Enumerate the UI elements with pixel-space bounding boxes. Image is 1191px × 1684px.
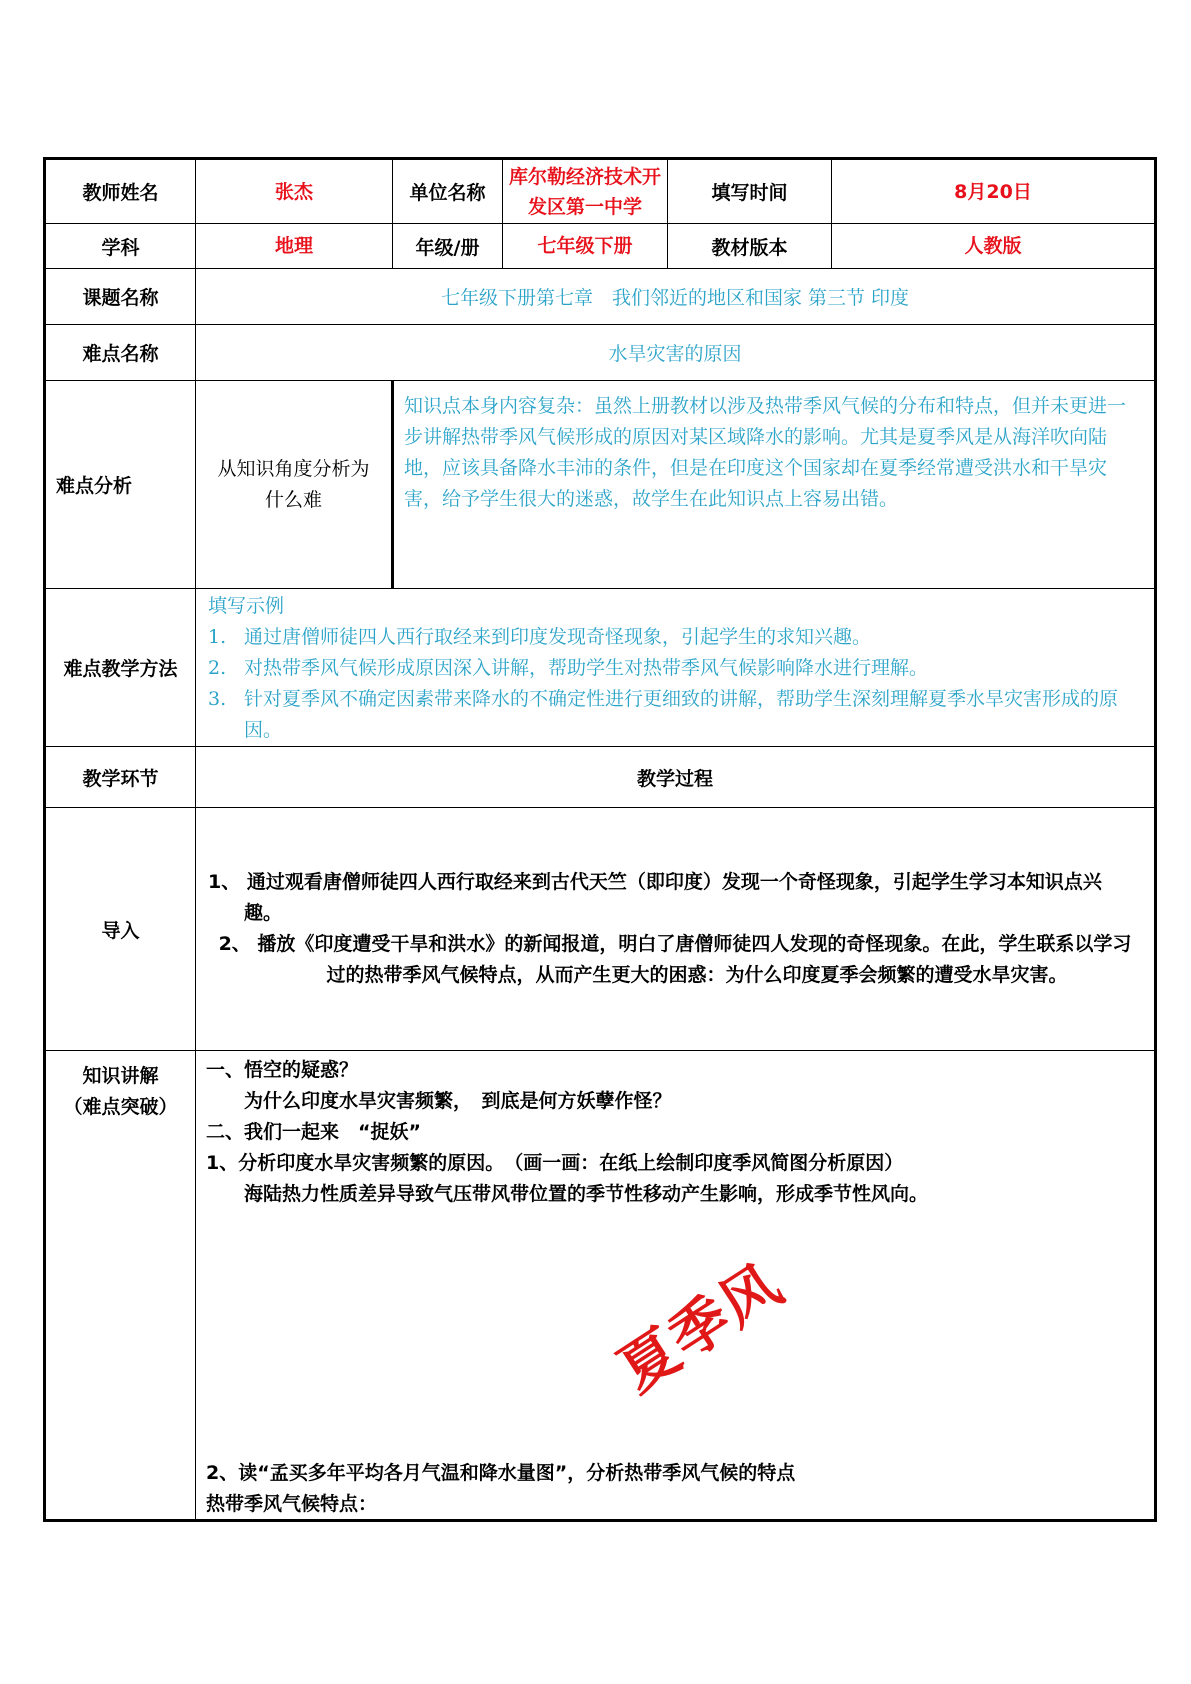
method-item-text: 针对夏季风不确定因素带来降水的不确定性进行更细致的讲解，帮助学生深刻理解夏季水旱灾害形成的原因。 bbox=[244, 688, 1119, 741]
difficulty-value: 水旱灾害的原因 bbox=[196, 325, 1156, 381]
intro-label: 导入 bbox=[45, 808, 196, 1051]
analysis-text: 知识点本身内容复杂：虽然上册教材以涉及热带季风气候的分布和特点，但并未更进一步讲解热带季风气候形成的原因对某区域降水的影响。尤其是夏季风是从海洋吹向陆地，应该具备降水丰沛的条件，但是在印度这个国家却在夏季经常遭受洪水和干旱灾害，给予学生很大的迷惑，故学生在此知识点上容易出错。 bbox=[393, 381, 1156, 589]
analysis-sub-label-line1: 从知识角度分析为 bbox=[217, 457, 370, 480]
subject-value: 地理 bbox=[196, 224, 393, 269]
knowledge-label-line1: 知识讲解 bbox=[82, 1065, 159, 1087]
knowledge-line: 2、读“孟买多年平均各月气温和降水量图”，分析热带季风气候的特点 bbox=[206, 1462, 796, 1484]
knowledge-line: 为什么印度水旱灾害频繁， 到底是何方妖孽作怪？ bbox=[206, 1090, 672, 1112]
unit-name-value bbox=[503, 159, 668, 224]
lesson-plan-page bbox=[43, 157, 1154, 1522]
difficulty-label: 难点名称 bbox=[45, 325, 196, 381]
knowledge-line: 二、我们一起来 “捉妖” bbox=[206, 1121, 421, 1143]
fill-time-value: 8月20日 bbox=[832, 159, 1156, 224]
method-item-text: 对热带季风气候形成原因深入讲解，帮助学生对热带季风气候影响降水进行理解。 bbox=[244, 657, 929, 679]
unit-name-line1: 库尔勒经济技术开 bbox=[509, 165, 662, 188]
knowledge-line: 海陆热力性质差异导致气压带风带位置的季节性移动产生影响，形成季节性风向。 bbox=[206, 1183, 929, 1205]
intro-paragraph-2: 2、 播放《印度遭受干旱和洪水》的新闻报道，明白了唐僧师徒四人发现的奇怪现象。在此，学生联系以学习过的热带季风气候特点，从而产生更大的困惑：为什么印度夏季会频繁的遭受水旱灾害。 bbox=[218, 933, 1132, 986]
method-item bbox=[208, 622, 1142, 653]
unit-name-line2: 发区第一中学 bbox=[528, 195, 643, 218]
subject-label: 学科 bbox=[45, 224, 196, 269]
grade-value: 七年级下册 bbox=[503, 224, 668, 269]
knowledge-line: 热带季风气候特点： bbox=[206, 1493, 378, 1515]
analysis-sub-label-line2: 什么难 bbox=[265, 488, 323, 511]
knowledge-label bbox=[45, 1051, 196, 1521]
unit-name-label: 单位名称 bbox=[393, 159, 503, 224]
knowledge-label-line2: （难点突破） bbox=[63, 1096, 178, 1118]
edition-label: 教材版本 bbox=[668, 224, 832, 269]
teaching-process-label: 教学过程 bbox=[196, 747, 1156, 808]
method-content bbox=[196, 589, 1156, 747]
knowledge-line: 1、分析印度水旱灾害频繁的原因。 （画一画：在纸上绘制印度季风简图分析原因） bbox=[206, 1152, 904, 1174]
method-example-title: 填写示例 bbox=[208, 595, 285, 617]
grade-label: 年级/册 bbox=[393, 224, 503, 269]
teacher-name-value: 张杰 bbox=[196, 159, 393, 224]
topic-value: 七年级下册第七章 我们邻近的地区和国家 第三节 印度 bbox=[196, 269, 1156, 325]
method-item-number: 2. bbox=[208, 657, 227, 679]
method-item-number: 3. bbox=[208, 688, 227, 710]
method-label: 难点教学方法 bbox=[45, 589, 196, 747]
teaching-step-label: 教学环节 bbox=[45, 747, 196, 808]
knowledge-content bbox=[196, 1051, 1156, 1521]
analysis-sub-label bbox=[196, 381, 393, 589]
topic-label: 课题名称 bbox=[45, 269, 196, 325]
method-item-number: 1. bbox=[208, 626, 227, 648]
analysis-label: 难点分析 bbox=[45, 381, 196, 589]
lesson-plan-table bbox=[43, 157, 1157, 1522]
edition-value: 人教版 bbox=[832, 224, 1156, 269]
method-item-text: 通过唐僧师徒四人西行取经来到印度发现奇怪现象，引起学生的求知兴趣。 bbox=[244, 626, 872, 648]
fill-time-label: 填写时间 bbox=[668, 159, 832, 224]
intro-paragraph-1: 1、 通过观看唐僧师徒四人西行取经来到古代天竺（即印度）发现一个奇怪现象，引起学生学习本知识点兴趣。 bbox=[208, 871, 1102, 924]
summer-monsoon-stamp: 夏季风 bbox=[606, 1249, 795, 1405]
teacher-name-label: 教师姓名 bbox=[45, 159, 196, 224]
method-item bbox=[208, 684, 1142, 746]
intro-content bbox=[196, 808, 1156, 1051]
knowledge-line: 一、悟空的疑惑？ bbox=[206, 1059, 359, 1081]
method-item bbox=[208, 653, 1142, 684]
